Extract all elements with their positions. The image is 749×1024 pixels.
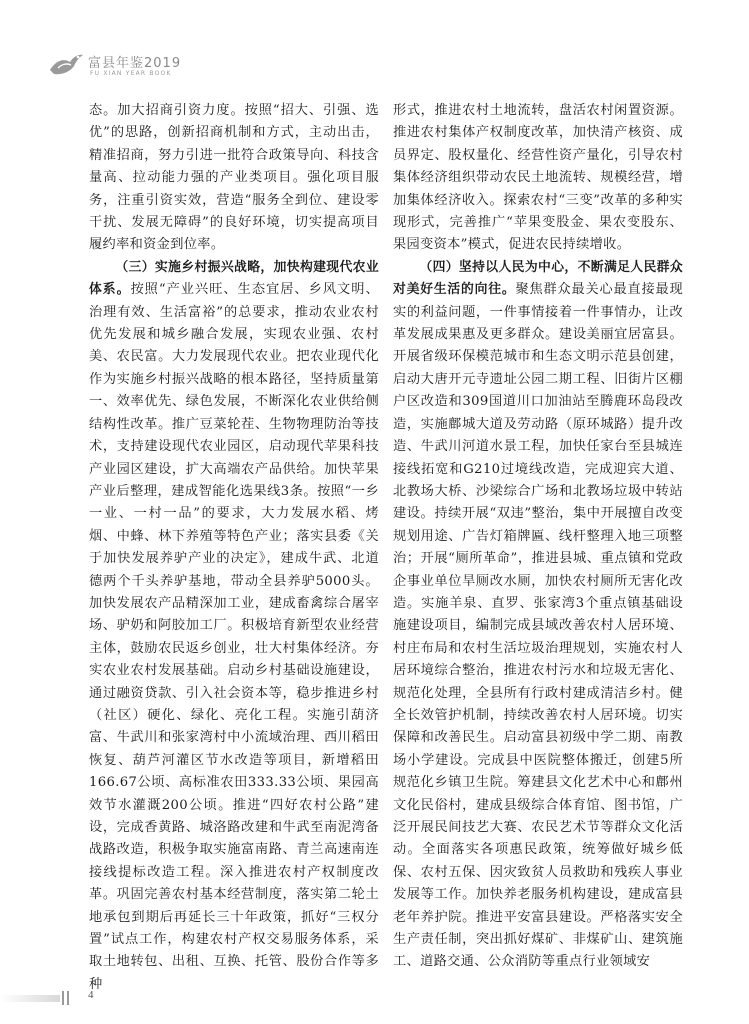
paragraph-people-centered-body: 聚焦群众最关心最直接最现实的利益问题，一件事情接着一件事情办，让改革发展成果惠及更多群众。建设美丽宜居富县。开展省级环保模范城市和生态文明示范县创建，启动大唐开元寺遗址公园二期工程、旧街片区棚户区改造和309国道川口加油站至腾鹿环岛段改造，实施鄜城大道及劳动路（原环城路）提升改造、牛武川河道水景工程，加快任家台至县城连接线拓宽和G210过境线改造，完成迎宾大道、北教场大桥、沙梁综合广场和北教场垃圾中转站建设。持续开展“双违”整治，集中开展擅自改变规划用途、广告灯箱牌匾、线杆整理入地三项整治；开展“厕所革命”，推进县城、重点镇和党政企事业单位旱厕改水厕，加快农村厕所无害化改造。实施羊泉、直罗、张家湾3个重点镇基础设施建设项目，编制完成县域改善农村人居环境、村庄布局和农村生活垃圾治理规划，实施农村人居环境综合整治，推进农村污水和垃圾无害化、规范化处理，全县所有行政村建成清洁乡村。健全长效管护机制，持续改善农村人居环境。切实保障和改善民生。启动富县初级中学二期、南教场小学建设。完成县中医院整体搬迁，创建5所规范化乡镇卫生院。筹建县文化艺术中心和鄜州文化民俗村，建成县级综合体育馆、图书馆，广泛开展民间技艺大赛、农民艺术节等群众文化活动。全面落实各项惠民政策，统筹做好城乡低保、农村五保、因灾致贫人员救助和残疾人事业发展等工作。加快养老服务机构建设，建成富县老年养护院。推进平安富县建设。严格落实安全生产责任制，突出抓好煤矿、非煤矿山、建筑施工、道路交通、公众消防等重点行业领域安 bbox=[393, 282, 684, 970]
yearbook-subtitle: FU XIAN YEAR BOOK bbox=[90, 70, 172, 77]
paragraph-rural-revitalization-body: 按照“产业兴旺、生态宜居、乡风文明、治理有效、生活富裕”的总要求，推动农业农村优先发展和城乡融合发展，实现农业强、农村美、农民富。大力发展现代农业。把农业现代化作为实施乡村振兴战略的根本路径，坚持质量第一、效率优先、绿色发展，不断深化农业供给侧结构性改革。推广豆菜轮茬、生物物理防治等技术，支持建设现代农业园区，启动现代苹果科技产业园区建设，扩大高端农产品供给。加快苹果产业后整理，建成智能化选果线3条。按照“一乡一业、一村一品”的要求，大力发展水稻、烤烟、中蜂、林下养殖等特色产业；落实县委《关于加快发展养驴产业的决定》，建成牛武、北道德两个千头养驴基地，带动全县养驴5000头。加快发展农产品精深加工业，建成畜禽综合屠宰场、驴奶和阿胶加工厂。积极培育新型农业经营主体，鼓励农民返乡创业，壮大村集体经济。夯实农业农村发展基础。启动乡村基础设施建设，通过融资贷款、引入社会资本等，稳步推进乡村（社区）硬化、绿化、亮化工程。实施引葫济富、牛武川和张家湾村中小流域治理、西川稻田恢复、葫芦河灌区节水改造等项目，新增稻田166.67公顷、高标准农田333.33公顷、果园高效节水灌溉200公顷。推进“四好农村公路”建设，完成香黄路、城洛路改建和牛武至南泥湾备战路改造，积极争取实施富南路、青兰高速南连接线提标改造工程。深入推进农村产权制度改革。巩固完善农村基本经营制度，落实第二轮土地承包到期后再延长三十年政策，抓好“三权分置”试点工作，构建农村产权交易服务体系，采取土地转包、出租、互换、托管、股份合作等多种 bbox=[89, 282, 379, 992]
paragraph-investment: 态。加大招商引资力度。按照“招大、引强、选优”的思路，创新招商机制和方式，主动出击，精准招商，努力引进一批符合政策导向、科技含量高、拉动能力强的产业类项目。强化项目服务，注重引资实效，营造“服务全到位、建设零干扰、发展无障碍”的良好环境，切实提高项目履约率和资金到位率。 bbox=[89, 103, 379, 253]
footer-bar bbox=[67, 991, 69, 1005]
right-text-column bbox=[393, 100, 683, 974]
left-text-column bbox=[89, 100, 379, 996]
bird-logo-icon bbox=[48, 48, 84, 82]
yearbook-title: 富县年鉴2019 bbox=[88, 56, 182, 71]
paragraph-people-centered bbox=[393, 257, 683, 974]
paragraph-land-transfer: 形式，推进农村土地流转，盘活农村闲置资源。推进农村集体产权制度改革，加快清产核资、成员界定、股权量化、经营性资产量化，引导农村集体经济组织带动农民土地流转、规模经营，增加集体经济收入。探索农村“三变”改革的多种实现形式，完善推广“苹果变股金、果农变股东、果园变资本”模式，促进农民持续增收。 bbox=[393, 103, 683, 253]
section-heading-rural-revitalization: （三）实施乡村振兴战略，加快构建现代农业体系。 bbox=[89, 259, 379, 298]
footer-bar bbox=[62, 991, 64, 1005]
footer-rule bbox=[0, 995, 60, 1002]
paragraph-rural-revitalization bbox=[89, 257, 379, 996]
page-footer bbox=[0, 987, 100, 1009]
page-number: 4 bbox=[88, 989, 94, 1001]
section-heading-people-centered: （四）坚持以人民为中心，不断满足人民群众对美好生活的向往。 bbox=[393, 259, 683, 298]
page-header bbox=[48, 48, 248, 88]
